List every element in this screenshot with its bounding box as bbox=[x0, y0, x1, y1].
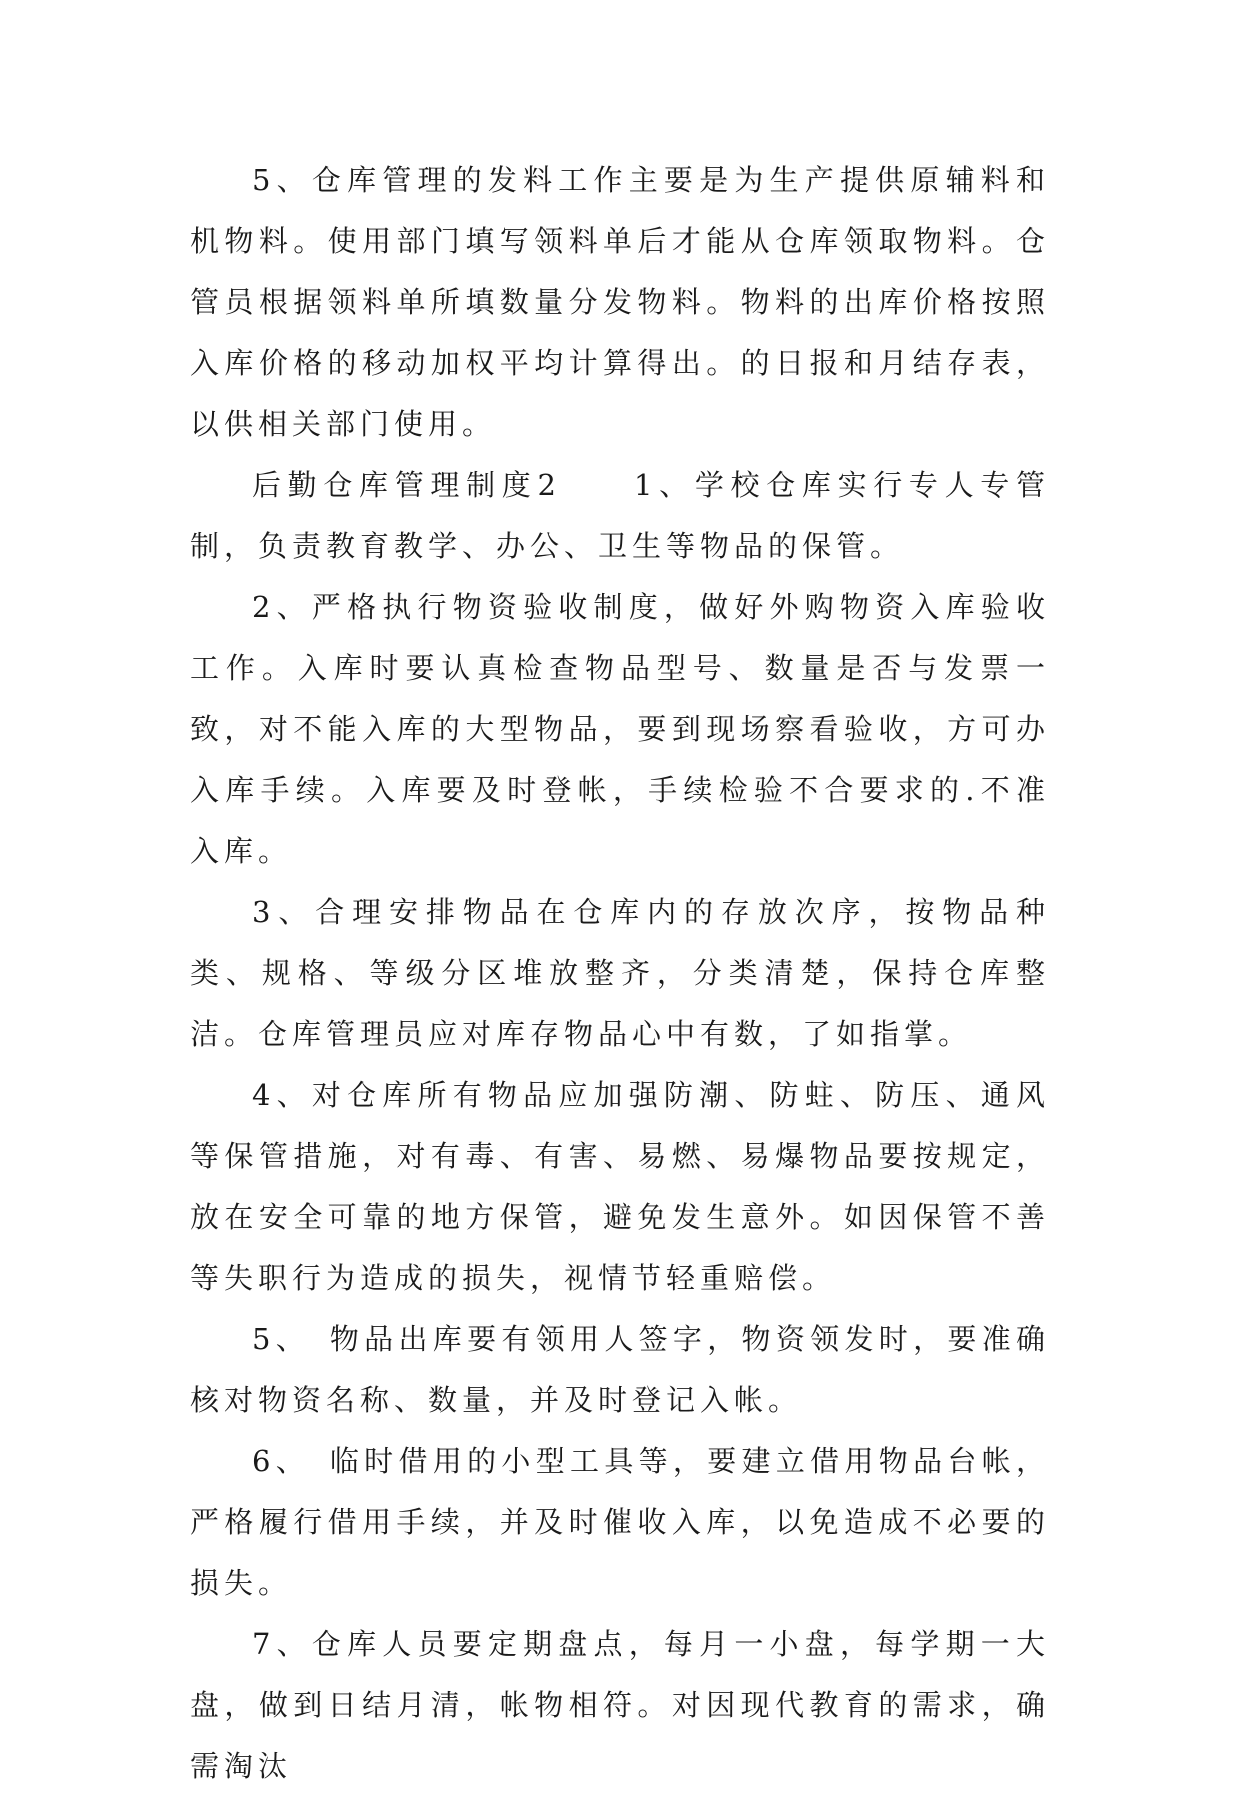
paragraph-item-3: 3、合理安排物品在仓库内的存放次序，按物品种类、规格、等级分区堆放整齐，分类清楚，保持仓库整洁。仓库管理员应对库存物品心中有数，了如指掌。 bbox=[190, 895, 1050, 1051]
paragraph-item-2: 2、严格执行物资验收制度，做好外购物资入库验收工作。入库时要认真检查物品型号、数量是否与发票一致，对不能入库的大型物品，要到现场察看验收，方可办入库手续。入库要及时登帐，手续检验不合要求的.不准入库。 bbox=[190, 590, 1050, 868]
document-body bbox=[190, 150, 1050, 1797]
paragraph-item-7: 7、仓库人员要定期盘点，每月一小盘，每学期一大盘，做到日结月清，帐物相符。对因现代教育的需求，确需淘汰 bbox=[190, 1627, 1050, 1783]
paragraph-issuing-materials: 5、仓库管理的发料工作主要是为生产提供原辅料和机物料。使用部门填写领料单后才能从仓库领取物料。仓管员根据领料单所填数量分发物料。物料的出库价格按照入库价格的移动加权平均计算得出。的日报和月结存表，以供相关部门使用。 bbox=[190, 163, 1050, 441]
paragraph-item-4: 4、对仓库所有物品应加强防潮、防蛀、防压、通风等保管措施，对有毒、有害、易燃、易爆物品要按规定，放在安全可靠的地方保管，避免发生意外。如因保管不善等失职行为造成的损失，视情节轻重赔偿。 bbox=[190, 1078, 1050, 1295]
paragraph-item-6: 6、 临时借用的小型工具等，要建立借用物品台帐，严格履行借用手续，并及时催收入库，以免造成不必要的损失。 bbox=[190, 1444, 1050, 1600]
paragraph-item-5: 5、 物品出库要有领用人签字，物资领发时，要准确核对物资名称、数量，并及时登记入帐。 bbox=[190, 1322, 1050, 1417]
paragraph-system-2-item-1: 后勤仓库管理制度2 1、学校仓库实行专人专管制，负责教育教学、办公、卫生等物品的保管。 bbox=[190, 468, 1050, 563]
